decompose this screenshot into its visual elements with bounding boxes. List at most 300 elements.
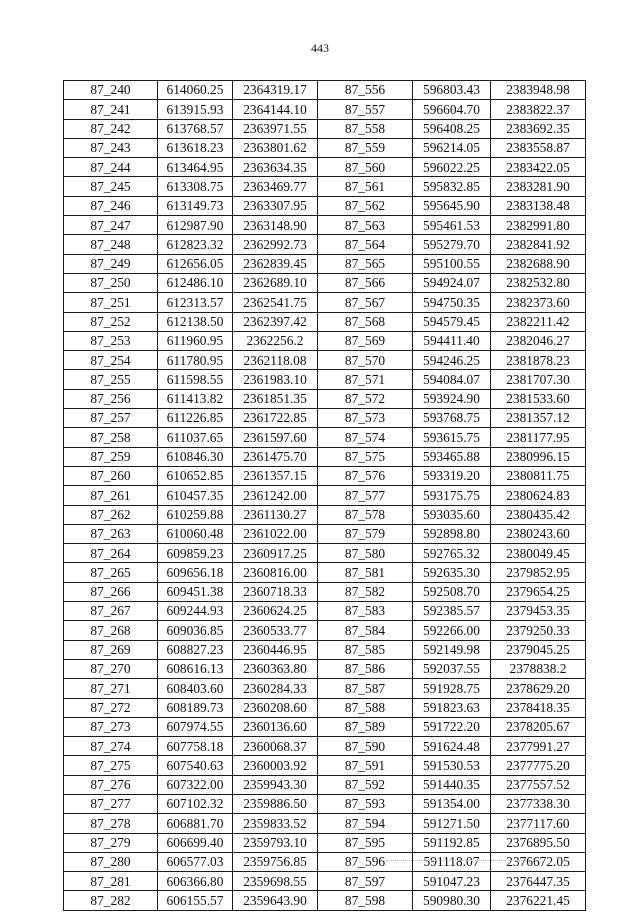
x-coordinate-cell: 591624.48 — [413, 737, 491, 756]
table-row — [64, 524, 586, 543]
point-id-cell: 87_262 — [64, 505, 158, 524]
x-coordinate-cell: 595100.55 — [413, 254, 491, 273]
page-number: 443 — [311, 41, 329, 55]
x-coordinate-cell: 609036.85 — [158, 621, 233, 640]
table-row — [64, 158, 586, 177]
y-coordinate-cell: 2359886.50 — [233, 794, 318, 813]
y-coordinate-cell: 2360816.00 — [233, 563, 318, 582]
y-coordinate-cell: 2361022.00 — [233, 524, 318, 543]
table-row — [64, 216, 586, 235]
table-row — [64, 466, 586, 485]
point-id-cell: 87_574 — [318, 428, 413, 447]
y-coordinate-cell: 2361475.70 — [233, 447, 318, 466]
y-coordinate-cell: 2362541.75 — [233, 293, 318, 312]
y-coordinate-cell: 2360718.33 — [233, 582, 318, 601]
x-coordinate-cell: 591118.07 — [413, 852, 491, 871]
point-id-cell: 87_598 — [318, 891, 413, 910]
point-id-cell: 87_276 — [64, 775, 158, 794]
y-coordinate-cell: 2377117.60 — [491, 814, 586, 833]
table-row — [64, 389, 586, 408]
table-row — [64, 177, 586, 196]
x-coordinate-cell: 612987.90 — [158, 216, 233, 235]
point-id-cell: 87_242 — [64, 119, 158, 138]
y-coordinate-cell: 2380996.15 — [491, 447, 586, 466]
x-coordinate-cell: 611226.85 — [158, 409, 233, 428]
y-coordinate-cell: 2383422.05 — [491, 158, 586, 177]
y-coordinate-cell: 2376221.45 — [491, 891, 586, 910]
point-id-cell: 87_560 — [318, 158, 413, 177]
point-id-cell: 87_280 — [64, 852, 158, 871]
point-id-cell: 87_275 — [64, 756, 158, 775]
x-coordinate-cell: 594579.45 — [413, 312, 491, 331]
point-id-cell: 87_268 — [64, 621, 158, 640]
point-id-cell: 87_263 — [64, 524, 158, 543]
y-coordinate-cell: 2360363.80 — [233, 659, 318, 678]
x-coordinate-cell: 613308.75 — [158, 177, 233, 196]
point-id-cell: 87_595 — [318, 833, 413, 852]
x-coordinate-cell: 593465.88 — [413, 447, 491, 466]
point-id-cell: 87_588 — [318, 698, 413, 717]
x-coordinate-cell: 592037.55 — [413, 659, 491, 678]
x-coordinate-cell: 592266.00 — [413, 621, 491, 640]
table-row — [64, 235, 586, 254]
y-coordinate-cell: 2377557.52 — [491, 775, 586, 794]
point-id-cell: 87_558 — [318, 119, 413, 138]
x-coordinate-cell: 592149.98 — [413, 640, 491, 659]
point-id-cell: 87_254 — [64, 351, 158, 370]
y-coordinate-cell: 2377775.20 — [491, 756, 586, 775]
x-coordinate-cell: 607540.63 — [158, 756, 233, 775]
table-row — [64, 833, 586, 852]
point-id-cell: 87_563 — [318, 216, 413, 235]
y-coordinate-cell: 2381357.12 — [491, 409, 586, 428]
y-coordinate-cell: 2364144.10 — [233, 100, 318, 119]
y-coordinate-cell: 2381533.60 — [491, 389, 586, 408]
table-row — [64, 486, 586, 505]
point-id-cell: 87_272 — [64, 698, 158, 717]
x-coordinate-cell: 592898.80 — [413, 524, 491, 543]
y-coordinate-cell: 2380243.60 — [491, 524, 586, 543]
y-coordinate-cell: 2378418.35 — [491, 698, 586, 717]
table-row — [64, 756, 586, 775]
table-row — [64, 254, 586, 273]
x-coordinate-cell: 595645.90 — [413, 196, 491, 215]
x-coordinate-cell: 592765.32 — [413, 544, 491, 563]
point-id-cell: 87_587 — [318, 679, 413, 698]
point-id-cell: 87_586 — [318, 659, 413, 678]
y-coordinate-cell: 2381878.23 — [491, 351, 586, 370]
x-coordinate-cell: 608189.73 — [158, 698, 233, 717]
x-coordinate-cell: 595832.85 — [413, 177, 491, 196]
y-coordinate-cell: 2383138.48 — [491, 196, 586, 215]
y-coordinate-cell: 2361357.15 — [233, 466, 318, 485]
table-row — [64, 409, 586, 428]
point-id-cell: 87_278 — [64, 814, 158, 833]
point-id-cell: 87_253 — [64, 331, 158, 350]
point-id-cell: 87_259 — [64, 447, 158, 466]
point-id-cell: 87_559 — [318, 138, 413, 157]
point-id-cell: 87_561 — [318, 177, 413, 196]
point-id-cell: 87_597 — [318, 872, 413, 891]
y-coordinate-cell: 2360208.60 — [233, 698, 318, 717]
point-id-cell: 87_557 — [318, 100, 413, 119]
y-coordinate-cell: 2383281.90 — [491, 177, 586, 196]
point-id-cell: 87_251 — [64, 293, 158, 312]
point-id-cell: 87_594 — [318, 814, 413, 833]
x-coordinate-cell: 610652.85 — [158, 466, 233, 485]
x-coordinate-cell: 606699.40 — [158, 833, 233, 852]
table-row — [64, 138, 586, 157]
y-coordinate-cell: 2362118.08 — [233, 351, 318, 370]
y-coordinate-cell: 2382688.90 — [491, 254, 586, 273]
x-coordinate-cell: 596604.70 — [413, 100, 491, 119]
point-id-cell: 87_243 — [64, 138, 158, 157]
y-coordinate-cell: 2363469.77 — [233, 177, 318, 196]
y-coordinate-cell: 2359698.55 — [233, 872, 318, 891]
x-coordinate-cell: 595461.53 — [413, 216, 491, 235]
y-coordinate-cell: 2361130.27 — [233, 505, 318, 524]
point-id-cell: 87_245 — [64, 177, 158, 196]
x-coordinate-cell: 613464.95 — [158, 158, 233, 177]
x-coordinate-cell: 609244.93 — [158, 602, 233, 621]
y-coordinate-cell: 2363971.55 — [233, 119, 318, 138]
y-coordinate-cell: 2378205.67 — [491, 717, 586, 736]
y-coordinate-cell: 2377991.27 — [491, 737, 586, 756]
table-row — [64, 563, 586, 582]
point-id-cell: 87_565 — [318, 254, 413, 273]
y-coordinate-cell: 2362256.2 — [233, 331, 318, 350]
x-coordinate-cell: 611413.82 — [158, 389, 233, 408]
point-id-cell: 87_568 — [318, 312, 413, 331]
table-row — [64, 100, 586, 119]
y-coordinate-cell: 2359756.85 — [233, 852, 318, 871]
table-row — [64, 196, 586, 215]
table-row — [64, 640, 586, 659]
point-id-cell: 87_240 — [64, 81, 158, 100]
x-coordinate-cell: 594411.40 — [413, 331, 491, 350]
x-coordinate-cell: 611037.65 — [158, 428, 233, 447]
x-coordinate-cell: 610457.35 — [158, 486, 233, 505]
x-coordinate-cell: 591271.50 — [413, 814, 491, 833]
point-id-cell: 87_593 — [318, 794, 413, 813]
point-id-cell: 87_583 — [318, 602, 413, 621]
y-coordinate-cell: 2362397.42 — [233, 312, 318, 331]
point-id-cell: 87_256 — [64, 389, 158, 408]
point-id-cell: 87_576 — [318, 466, 413, 485]
point-id-cell: 87_562 — [318, 196, 413, 215]
table-row — [64, 81, 586, 100]
point-id-cell: 87_579 — [318, 524, 413, 543]
y-coordinate-cell: 2380435.42 — [491, 505, 586, 524]
y-coordinate-cell: 2378838.2 — [491, 659, 586, 678]
point-id-cell: 87_269 — [64, 640, 158, 659]
y-coordinate-cell: 2360068.37 — [233, 737, 318, 756]
y-coordinate-cell: 2362992.73 — [233, 235, 318, 254]
x-coordinate-cell: 609859.23 — [158, 544, 233, 563]
table-row — [64, 447, 586, 466]
table-row — [64, 273, 586, 292]
y-coordinate-cell: 2383948.98 — [491, 81, 586, 100]
point-id-cell: 87_241 — [64, 100, 158, 119]
x-coordinate-cell: 593768.75 — [413, 409, 491, 428]
y-coordinate-cell: 2382841.92 — [491, 235, 586, 254]
point-id-cell: 87_581 — [318, 563, 413, 582]
x-coordinate-cell: 612486.10 — [158, 273, 233, 292]
table-row — [64, 293, 586, 312]
x-coordinate-cell: 591354.00 — [413, 794, 491, 813]
point-id-cell: 87_589 — [318, 717, 413, 736]
y-coordinate-cell: 2364319.17 — [233, 81, 318, 100]
table-row — [64, 872, 586, 891]
x-coordinate-cell: 607102.32 — [158, 794, 233, 813]
point-id-cell: 87_277 — [64, 794, 158, 813]
x-coordinate-cell: 608827.23 — [158, 640, 233, 659]
table-row — [64, 794, 586, 813]
y-coordinate-cell: 2363148.90 — [233, 216, 318, 235]
table-row — [64, 119, 586, 138]
point-id-cell: 87_265 — [64, 563, 158, 582]
point-id-cell: 87_567 — [318, 293, 413, 312]
table-row — [64, 698, 586, 717]
x-coordinate-cell: 592508.70 — [413, 582, 491, 601]
y-coordinate-cell: 2381177.95 — [491, 428, 586, 447]
x-coordinate-cell: 591192.85 — [413, 833, 491, 852]
x-coordinate-cell: 593175.75 — [413, 486, 491, 505]
x-coordinate-cell: 591530.53 — [413, 756, 491, 775]
point-id-cell: 87_271 — [64, 679, 158, 698]
scan-artifact-line — [386, 860, 526, 861]
x-coordinate-cell: 590980.30 — [413, 891, 491, 910]
y-coordinate-cell: 2382046.27 — [491, 331, 586, 350]
x-coordinate-cell: 591823.63 — [413, 698, 491, 717]
point-id-cell: 87_249 — [64, 254, 158, 273]
y-coordinate-cell: 2382373.60 — [491, 293, 586, 312]
point-id-cell: 87_596 — [318, 852, 413, 871]
x-coordinate-cell: 610259.88 — [158, 505, 233, 524]
x-coordinate-cell: 596803.43 — [413, 81, 491, 100]
table-row — [64, 659, 586, 678]
table-row — [64, 331, 586, 350]
table-row — [64, 602, 586, 621]
table-row — [64, 582, 586, 601]
y-coordinate-cell: 2361597.60 — [233, 428, 318, 447]
point-id-cell: 87_273 — [64, 717, 158, 736]
x-coordinate-cell: 594924.07 — [413, 273, 491, 292]
x-coordinate-cell: 591440.35 — [413, 775, 491, 794]
y-coordinate-cell: 2363634.35 — [233, 158, 318, 177]
table-row — [64, 370, 586, 389]
table-row — [64, 852, 586, 871]
y-coordinate-cell: 2383558.87 — [491, 138, 586, 157]
y-coordinate-cell: 2377338.30 — [491, 794, 586, 813]
x-coordinate-cell: 612823.32 — [158, 235, 233, 254]
x-coordinate-cell: 594084.07 — [413, 370, 491, 389]
x-coordinate-cell: 595279.70 — [413, 235, 491, 254]
x-coordinate-cell: 610060.48 — [158, 524, 233, 543]
x-coordinate-cell: 592635.30 — [413, 563, 491, 582]
point-id-cell: 87_584 — [318, 621, 413, 640]
x-coordinate-cell: 594750.35 — [413, 293, 491, 312]
x-coordinate-cell: 612313.57 — [158, 293, 233, 312]
x-coordinate-cell: 606155.57 — [158, 891, 233, 910]
point-id-cell: 87_274 — [64, 737, 158, 756]
point-id-cell: 87_270 — [64, 659, 158, 678]
point-id-cell: 87_578 — [318, 505, 413, 524]
point-id-cell: 87_261 — [64, 486, 158, 505]
point-id-cell: 87_255 — [64, 370, 158, 389]
y-coordinate-cell: 2363307.95 — [233, 196, 318, 215]
y-coordinate-cell: 2382991.80 — [491, 216, 586, 235]
point-id-cell: 87_246 — [64, 196, 158, 215]
x-coordinate-cell: 613618.23 — [158, 138, 233, 157]
y-coordinate-cell: 2362689.10 — [233, 273, 318, 292]
x-coordinate-cell: 593035.60 — [413, 505, 491, 524]
y-coordinate-cell: 2379453.35 — [491, 602, 586, 621]
point-id-cell: 87_244 — [64, 158, 158, 177]
point-id-cell: 87_566 — [318, 273, 413, 292]
y-coordinate-cell: 2380811.75 — [491, 466, 586, 485]
y-coordinate-cell: 2359793.10 — [233, 833, 318, 852]
table-row — [64, 737, 586, 756]
point-id-cell: 87_569 — [318, 331, 413, 350]
y-coordinate-cell: 2363801.62 — [233, 138, 318, 157]
x-coordinate-cell: 611960.95 — [158, 331, 233, 350]
y-coordinate-cell: 2360624.25 — [233, 602, 318, 621]
y-coordinate-cell: 2383692.35 — [491, 119, 586, 138]
coordinates-table-body — [64, 81, 586, 911]
table-row — [64, 428, 586, 447]
x-coordinate-cell: 609656.18 — [158, 563, 233, 582]
y-coordinate-cell: 2361242.00 — [233, 486, 318, 505]
point-id-cell: 87_571 — [318, 370, 413, 389]
y-coordinate-cell: 2360533.77 — [233, 621, 318, 640]
y-coordinate-cell: 2376672.05 — [491, 852, 586, 871]
y-coordinate-cell: 2361851.35 — [233, 389, 318, 408]
point-id-cell: 87_260 — [64, 466, 158, 485]
table-row — [64, 814, 586, 833]
x-coordinate-cell: 593924.90 — [413, 389, 491, 408]
y-coordinate-cell: 2361983.10 — [233, 370, 318, 389]
point-id-cell: 87_577 — [318, 486, 413, 505]
table-row — [64, 351, 586, 370]
point-id-cell: 87_248 — [64, 235, 158, 254]
x-coordinate-cell: 591722.20 — [413, 717, 491, 736]
y-coordinate-cell: 2360917.25 — [233, 544, 318, 563]
point-id-cell: 87_573 — [318, 409, 413, 428]
table-row — [64, 621, 586, 640]
y-coordinate-cell: 2360446.95 — [233, 640, 318, 659]
point-id-cell: 87_281 — [64, 872, 158, 891]
point-id-cell: 87_247 — [64, 216, 158, 235]
y-coordinate-cell: 2379852.95 — [491, 563, 586, 582]
y-coordinate-cell: 2376447.35 — [491, 872, 586, 891]
point-id-cell: 87_266 — [64, 582, 158, 601]
x-coordinate-cell: 594246.25 — [413, 351, 491, 370]
y-coordinate-cell: 2379045.25 — [491, 640, 586, 659]
point-id-cell: 87_264 — [64, 544, 158, 563]
y-coordinate-cell: 2360136.60 — [233, 717, 318, 736]
point-id-cell: 87_580 — [318, 544, 413, 563]
x-coordinate-cell: 606577.03 — [158, 852, 233, 871]
x-coordinate-cell: 611598.55 — [158, 370, 233, 389]
x-coordinate-cell: 591047.23 — [413, 872, 491, 891]
x-coordinate-cell: 607758.18 — [158, 737, 233, 756]
x-coordinate-cell: 596022.25 — [413, 158, 491, 177]
x-coordinate-cell: 607322.00 — [158, 775, 233, 794]
x-coordinate-cell: 610846.30 — [158, 447, 233, 466]
point-id-cell: 87_570 — [318, 351, 413, 370]
table-row — [64, 679, 586, 698]
x-coordinate-cell: 596214.05 — [413, 138, 491, 157]
x-coordinate-cell: 613149.73 — [158, 196, 233, 215]
x-coordinate-cell: 613915.93 — [158, 100, 233, 119]
y-coordinate-cell: 2362839.45 — [233, 254, 318, 273]
x-coordinate-cell: 611780.95 — [158, 351, 233, 370]
point-id-cell: 87_582 — [318, 582, 413, 601]
x-coordinate-cell: 612138.50 — [158, 312, 233, 331]
point-id-cell: 87_575 — [318, 447, 413, 466]
coordinates-table — [63, 80, 586, 911]
y-coordinate-cell: 2359643.90 — [233, 891, 318, 910]
x-coordinate-cell: 606881.70 — [158, 814, 233, 833]
point-id-cell: 87_592 — [318, 775, 413, 794]
point-id-cell: 87_257 — [64, 409, 158, 428]
point-id-cell: 87_590 — [318, 737, 413, 756]
point-id-cell: 87_572 — [318, 389, 413, 408]
x-coordinate-cell: 607974.55 — [158, 717, 233, 736]
point-id-cell: 87_556 — [318, 81, 413, 100]
y-coordinate-cell: 2379654.25 — [491, 582, 586, 601]
point-id-cell: 87_267 — [64, 602, 158, 621]
point-id-cell: 87_279 — [64, 833, 158, 852]
y-coordinate-cell: 2376895.50 — [491, 833, 586, 852]
x-coordinate-cell: 608403.60 — [158, 679, 233, 698]
y-coordinate-cell: 2378629.20 — [491, 679, 586, 698]
y-coordinate-cell: 2361722.85 — [233, 409, 318, 428]
x-coordinate-cell: 606366.80 — [158, 872, 233, 891]
point-id-cell: 87_564 — [318, 235, 413, 254]
point-id-cell: 87_282 — [64, 891, 158, 910]
y-coordinate-cell: 2383822.37 — [491, 100, 586, 119]
y-coordinate-cell: 2360284.33 — [233, 679, 318, 698]
x-coordinate-cell: 608616.13 — [158, 659, 233, 678]
x-coordinate-cell: 593319.20 — [413, 466, 491, 485]
y-coordinate-cell: 2381707.30 — [491, 370, 586, 389]
point-id-cell: 87_591 — [318, 756, 413, 775]
x-coordinate-cell: 609451.38 — [158, 582, 233, 601]
y-coordinate-cell: 2380049.45 — [491, 544, 586, 563]
x-coordinate-cell: 591928.75 — [413, 679, 491, 698]
table-row — [64, 775, 586, 794]
y-coordinate-cell: 2359833.52 — [233, 814, 318, 833]
point-id-cell: 87_252 — [64, 312, 158, 331]
table-row — [64, 717, 586, 736]
point-id-cell: 87_250 — [64, 273, 158, 292]
y-coordinate-cell: 2382211.42 — [491, 312, 586, 331]
table-row — [64, 891, 586, 910]
point-id-cell: 87_585 — [318, 640, 413, 659]
x-coordinate-cell: 596408.25 — [413, 119, 491, 138]
x-coordinate-cell: 613768.57 — [158, 119, 233, 138]
y-coordinate-cell: 2382532.80 — [491, 273, 586, 292]
point-id-cell: 87_258 — [64, 428, 158, 447]
x-coordinate-cell: 612656.05 — [158, 254, 233, 273]
x-coordinate-cell: 593615.75 — [413, 428, 491, 447]
x-coordinate-cell: 614060.25 — [158, 81, 233, 100]
y-coordinate-cell: 2360003.92 — [233, 756, 318, 775]
table-row — [64, 312, 586, 331]
table-row — [64, 505, 586, 524]
